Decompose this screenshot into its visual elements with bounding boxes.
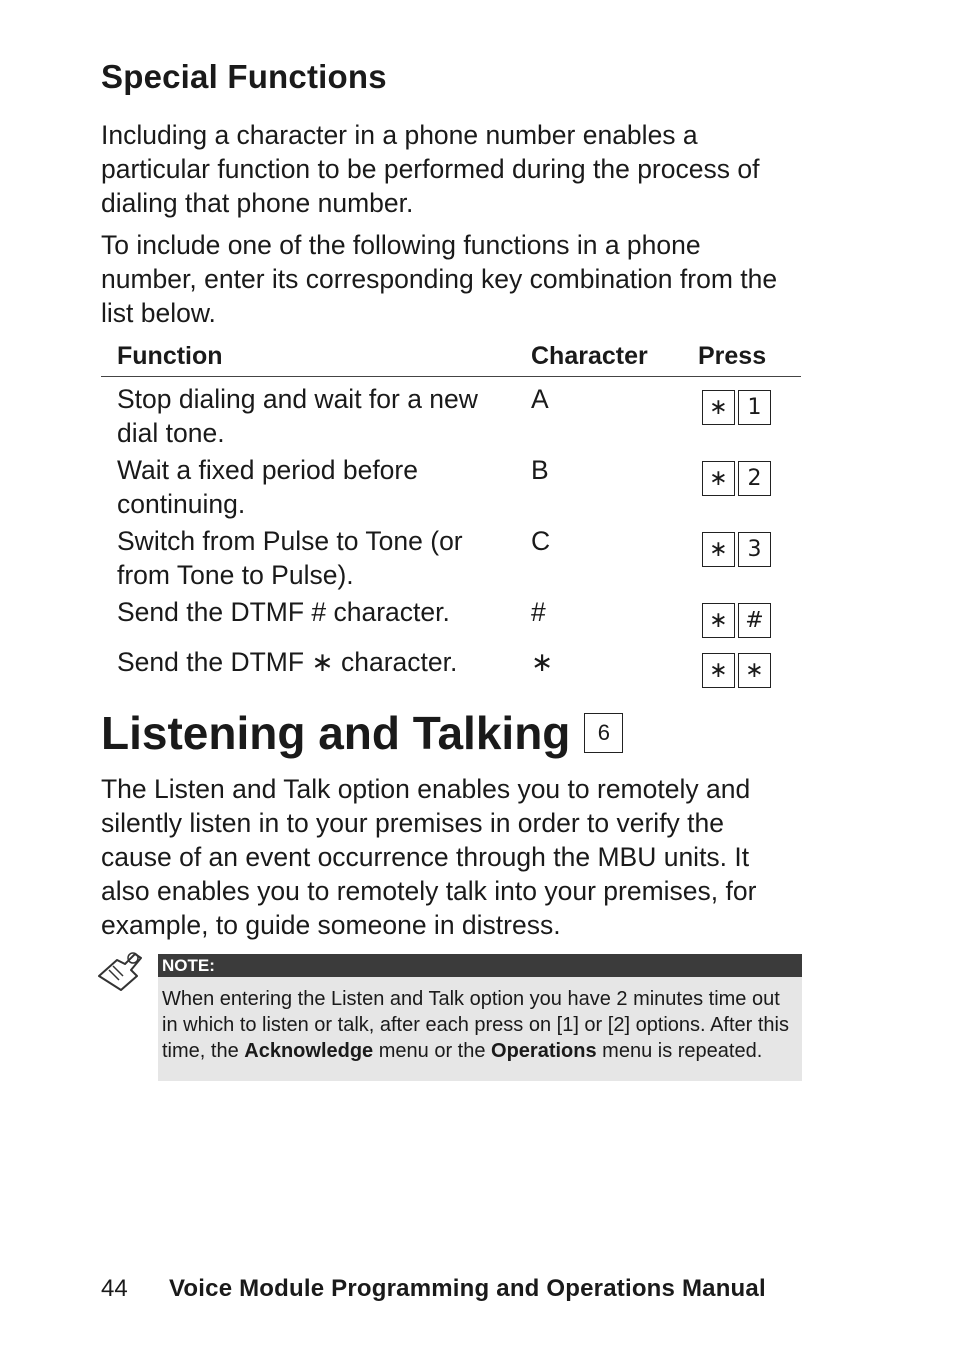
note-text-part: menu is repeated. [596, 1040, 763, 1062]
note-box [158, 954, 802, 1081]
star-key-icon: ∗ [702, 653, 735, 688]
star-key-icon: ∗ [702, 603, 735, 638]
special-functions-table [101, 340, 801, 683]
function-character: # [531, 597, 546, 627]
key-combination [702, 653, 771, 688]
function-character: B [531, 455, 549, 485]
star-key-icon: ∗ [702, 532, 735, 567]
manual-title: Voice Module Programming and Operations Manual [169, 1275, 766, 1302]
header-press: Press [698, 342, 767, 370]
page-footer [101, 1275, 766, 1303]
function-character: ∗ [531, 647, 554, 677]
intro-paragraph-1: Including a character in a phone number enables a particular function to be performed during the process of dialing that phone number. [101, 120, 760, 218]
hash-key-icon: # [738, 603, 771, 638]
key-combination [702, 603, 771, 638]
key-combination [702, 390, 771, 425]
section-heading-listening-talking [101, 706, 623, 760]
key-combination [702, 532, 771, 567]
function-description: Wait a fixed period before continuing. [117, 455, 418, 519]
table-header [101, 340, 801, 377]
function-character: C [531, 526, 551, 556]
star-key-icon: ∗ [702, 461, 735, 496]
digit-key-icon: 2 [738, 461, 771, 496]
note-bold-acknowledge: Acknowledge [244, 1040, 374, 1062]
intro-paragraph-2: To include one of the following functions in a phone number, enter its corresponding key combination from the list below. [101, 230, 778, 328]
header-character: Character [531, 342, 648, 370]
note-text-part: menu or the [373, 1040, 492, 1062]
function-description: Switch from Pulse to Tone (or from Tone to Pulse). [117, 526, 463, 590]
function-description: Stop dialing and wait for a new dial tone. [117, 384, 478, 448]
function-character: A [531, 384, 549, 414]
star-key-icon: ∗ [702, 390, 735, 425]
header-function: Function [117, 342, 223, 370]
note-bold-operations: Operations [491, 1040, 597, 1062]
note-text-part: When entering the Listen and Talk option you have 2 minutes time out in which to listen or talk, after each press on [1] or [2] options. After this time, the [162, 988, 789, 1062]
star-key-icon: ∗ [738, 653, 771, 688]
function-description: Send the DTMF ∗ character. [117, 647, 458, 677]
menu-key-icon: 6 [584, 713, 623, 753]
note-hand-icon [95, 946, 145, 996]
listen-talk-paragraph: The Listen and Talk option enables you to remotely and silently listen in to your premises in order to verify the cause of an event occurrence through the MBU units. It also enables you to remotely talk into your premises, for example, to guide someone in distress. [101, 774, 757, 940]
function-description: Send the DTMF # character. [117, 597, 450, 627]
key-combination [702, 461, 771, 496]
page-number: 44 [101, 1275, 128, 1302]
section-heading-special-functions: Special Functions [101, 58, 387, 95]
note-label: NOTE: [158, 954, 802, 977]
digit-key-icon: 3 [738, 532, 771, 567]
note-text [158, 977, 802, 1081]
digit-key-icon: 1 [738, 390, 771, 425]
section-title: Listening and Talking [101, 707, 571, 759]
